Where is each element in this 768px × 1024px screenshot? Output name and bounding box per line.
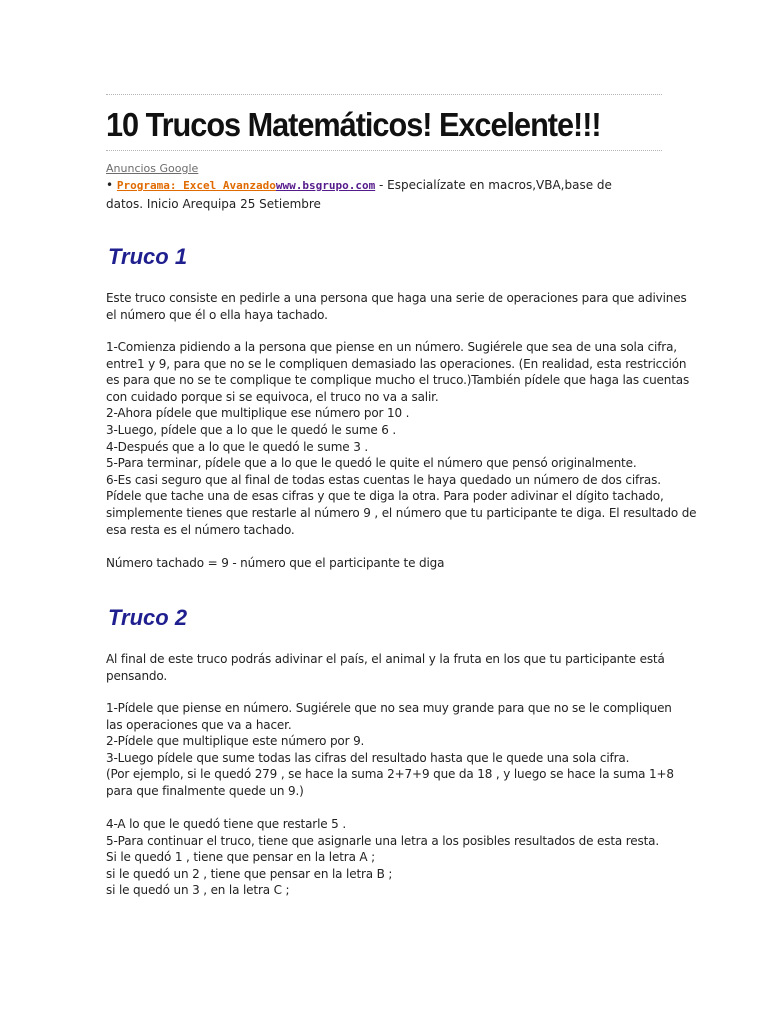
text-line: entre1 y 9, para que no se le compliquen demasiado las operaciones. (En realidad, esta restricción bbox=[106, 356, 687, 371]
text-line: 3-Luego pídele que sume todas las cifras del resultado hasta que le quede una sola cifra. bbox=[106, 750, 630, 765]
text-line: 4-Después que a lo que le quedó le sume 3 . bbox=[106, 439, 369, 454]
text-line: 5-Para continuar el truco, tiene que asignarle una letra a los posibles resultados de esta resta. bbox=[106, 833, 660, 848]
text-line: las operaciones que va a hacer. bbox=[106, 717, 292, 732]
text-line: Número tachado = 9 - número que el participante te diga bbox=[106, 556, 445, 570]
ad-block bbox=[106, 176, 662, 213]
text-line: Pídele que tache una de esas cifras y que te diga la otra. Para poder adivinar el dígito tachado, bbox=[106, 489, 664, 504]
title-divider bbox=[106, 150, 662, 151]
truco-1-heading: Truco 1 bbox=[108, 244, 188, 269]
text-line: si le quedó un 2 , tiene que pensar en la letra B ; bbox=[106, 866, 393, 881]
truco-2-steps-continued bbox=[106, 816, 662, 899]
ad-description-1: - Especialízate en macros,VBA,base de bbox=[375, 178, 612, 192]
text-line: 2-Pídele que multiplique este número por 9. bbox=[106, 734, 365, 749]
ad-link-programa[interactable]: Programa: Excel Avanzado bbox=[116, 179, 276, 192]
text-line: 3-Luego, pídele que a lo que le quedó le sume 6 . bbox=[106, 422, 397, 437]
page-title: 10 Trucos Matemáticos! Excelente!!! bbox=[106, 106, 601, 143]
text-line: si le quedó un 3 , en la letra C ; bbox=[106, 883, 290, 898]
ad-line-1 bbox=[106, 176, 662, 195]
bullet-icon: • bbox=[106, 178, 114, 192]
text-line: 1-Comienza pidiendo a la persona que piense en un número. Sugiérele que sea de una sola cifra, bbox=[106, 340, 677, 354]
text-line: 6-Es casi seguro que al final de todas estas cuentas le haya quedado un número de dos cifras. bbox=[106, 472, 661, 487]
ads-label-link[interactable]: Anuncios Google bbox=[106, 162, 199, 175]
text-line: 1-Pídele que piense en número. Sugiérele que no sea muy grande para que no se le compliquen bbox=[106, 701, 672, 715]
text-line: pensando. bbox=[106, 668, 168, 683]
ad-link-url[interactable]: www.bsgrupo.com bbox=[275, 179, 376, 192]
top-divider bbox=[106, 94, 662, 95]
text-line: 5-Para terminar, pídele que a lo que le quedó le quite el número que pensó originalmente. bbox=[106, 456, 637, 471]
text-line: esa resta es el número tachado. bbox=[106, 522, 295, 537]
text-line: es para que no se te complique te complique mucho el truco.)También pídele que haga las cuentas bbox=[106, 373, 690, 388]
truco-1-intro bbox=[106, 290, 687, 323]
text-line: con cuidado porque si se equivoca, el truco no va a salir. bbox=[106, 389, 439, 404]
truco-2-intro bbox=[106, 651, 665, 684]
text-line: para que finalmente quede un 9.) bbox=[106, 783, 304, 798]
text-line: 4-A lo que le quedó tiene que restarle 5 . bbox=[106, 817, 346, 831]
text-line: simplemente tienes que restarle al número 9 , el número que tu participante te diga. El resultado de bbox=[106, 505, 697, 520]
text-line: Al final de este truco podrás adivinar el país, el animal y la fruta en los que tu participante está bbox=[106, 652, 665, 666]
truco-2-steps bbox=[106, 700, 674, 800]
text-line: el número que él o ella haya tachado. bbox=[106, 307, 328, 322]
truco-1-steps bbox=[106, 339, 697, 538]
text-line: Este truco consiste en pedirle a una persona que haga una serie de operaciones para que adivines bbox=[106, 291, 687, 305]
text-line: (Por ejemplo, si le quedó 279 , se hace la suma 2+7+9 que da 18 , y luego se hace la suma 1+8 bbox=[106, 767, 674, 782]
text-line: Si le quedó 1 , tiene que pensar en la letra A ; bbox=[106, 850, 376, 865]
truco-1-formula bbox=[106, 555, 662, 572]
text-line: 2-Ahora pídele que multiplique ese número por 10 . bbox=[106, 406, 410, 421]
ad-description-2: datos. Inicio Arequipa 25 Setiembre bbox=[106, 197, 321, 211]
truco-2-heading: Truco 2 bbox=[108, 605, 188, 630]
